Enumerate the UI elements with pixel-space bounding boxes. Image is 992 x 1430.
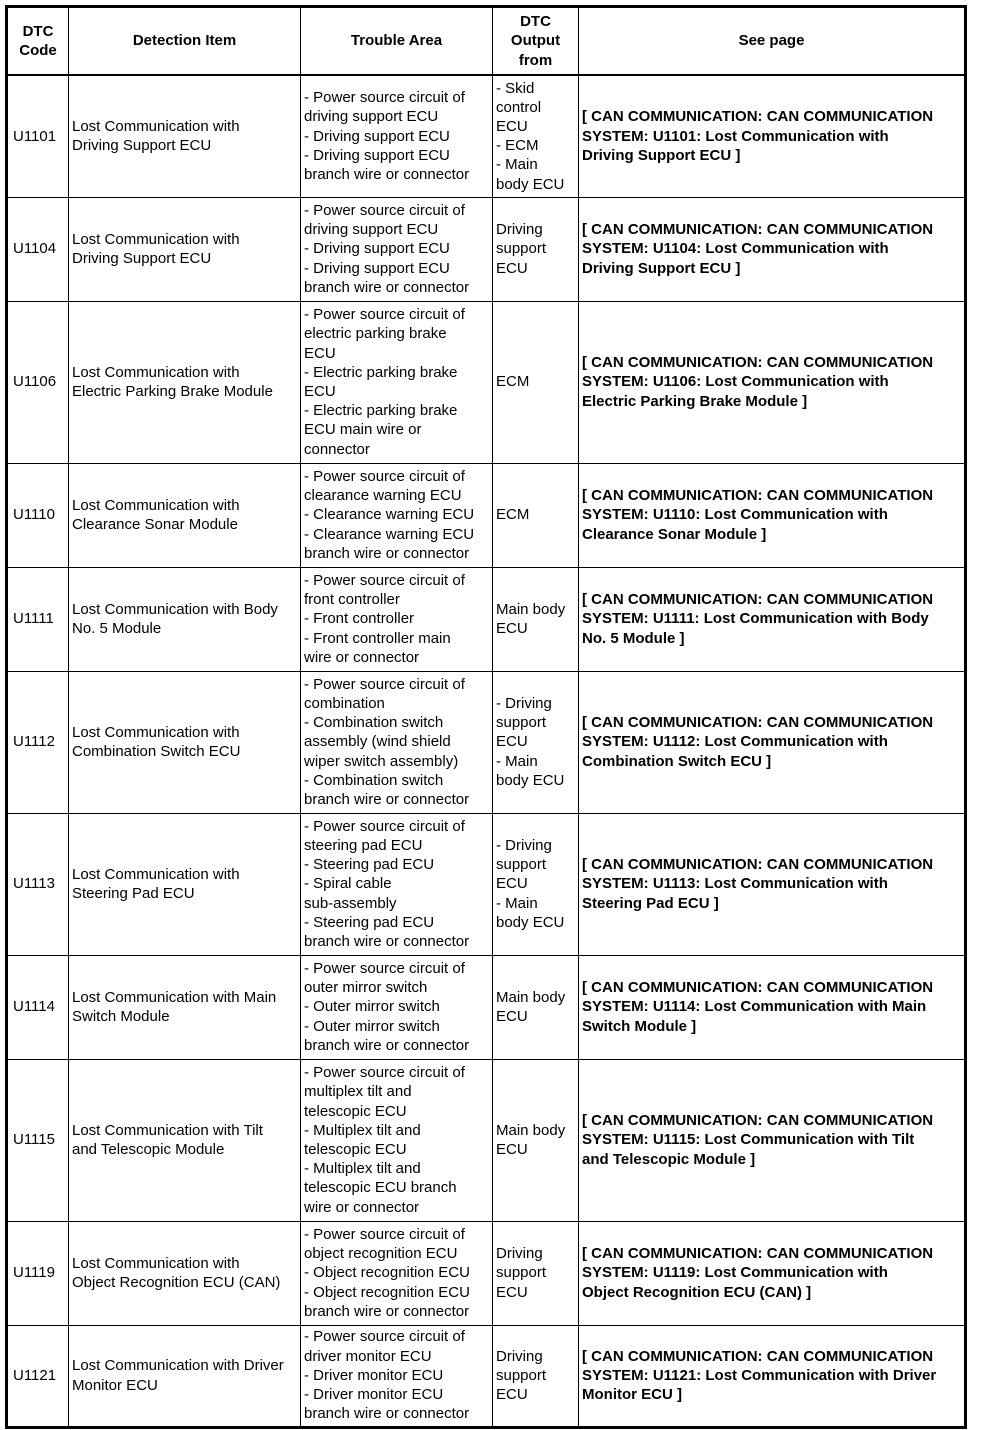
header-row bbox=[7, 7, 966, 76]
see-page-link[interactable]: [ CAN COMMUNICATION: CAN COMMUNICATION SYSTEM: U1104: Lost Communication with Driving Support ECU ] bbox=[579, 197, 966, 301]
see-page-link[interactable]: [ CAN COMMUNICATION: CAN COMMUNICATION SYSTEM: U1114: Lost Communication with Main Switch Module ] bbox=[579, 955, 966, 1059]
table-row bbox=[7, 1059, 966, 1221]
dtc-code: U1119 bbox=[7, 1221, 69, 1325]
header-trouble-area: Trouble Area bbox=[301, 7, 493, 76]
dtc-output-from: - Driving support ECU - Main body ECU bbox=[493, 813, 579, 955]
trouble-area: - Power source circuit of clearance warning ECU - Clearance warning ECU - Clearance warning ECU branch wire or connector bbox=[301, 463, 493, 567]
table-row bbox=[7, 1221, 966, 1325]
trouble-area: - Power source circuit of outer mirror switch - Outer mirror switch - Outer mirror switch branch wire or connector bbox=[301, 955, 493, 1059]
trouble-area: - Power source circuit of driver monitor ECU - Driver monitor ECU - Driver monitor ECU branch wire or connector bbox=[301, 1325, 493, 1427]
header-see-page: See page bbox=[579, 7, 966, 76]
see-page-link[interactable]: [ CAN COMMUNICATION: CAN COMMUNICATION SYSTEM: U1111: Lost Communication with Body No. 5 Module ] bbox=[579, 567, 966, 671]
detection-item: Lost Communication with Driving Support ECU bbox=[69, 75, 301, 197]
see-page-link[interactable]: [ CAN COMMUNICATION: CAN COMMUNICATION SYSTEM: U1115: Lost Communication with Tilt and Telescopic Module ] bbox=[579, 1059, 966, 1221]
dtc-code: U1114 bbox=[7, 955, 69, 1059]
see-page-link[interactable]: [ CAN COMMUNICATION: CAN COMMUNICATION SYSTEM: U1119: Lost Communication with Object Recognition ECU (CAN) ] bbox=[579, 1221, 966, 1325]
dtc-output-from: Driving support ECU bbox=[493, 197, 579, 301]
trouble-area: - Power source circuit of driving support ECU - Driving support ECU - Driving support ECU branch wire or connector bbox=[301, 75, 493, 197]
dtc-code: U1111 bbox=[7, 567, 69, 671]
detection-item: Lost Communication with Electric Parking Brake Module bbox=[69, 301, 301, 463]
dtc-code: U1121 bbox=[7, 1325, 69, 1427]
detection-item: Lost Communication with Driver Monitor ECU bbox=[69, 1325, 301, 1427]
detection-item: Lost Communication with Tilt and Telescopic Module bbox=[69, 1059, 301, 1221]
dtc-table bbox=[5, 5, 967, 1429]
table-row bbox=[7, 197, 966, 301]
table-row bbox=[7, 75, 966, 197]
trouble-area: - Power source circuit of electric parking brake ECU - Electric parking brake ECU - Electric parking brake ECU main wire or connector bbox=[301, 301, 493, 463]
detection-item: Lost Communication with Driving Support ECU bbox=[69, 197, 301, 301]
dtc-code: U1113 bbox=[7, 813, 69, 955]
trouble-area: - Power source circuit of object recognition ECU - Object recognition ECU - Object recognition ECU branch wire or connector bbox=[301, 1221, 493, 1325]
header-dtc-code: DTC Code bbox=[7, 7, 69, 76]
dtc-output-from: Main body ECU bbox=[493, 955, 579, 1059]
see-page-link[interactable]: [ CAN COMMUNICATION: CAN COMMUNICATION SYSTEM: U1121: Lost Communication with Driver Monitor ECU ] bbox=[579, 1325, 966, 1427]
trouble-area: - Power source circuit of driving support ECU - Driving support ECU - Driving support ECU branch wire or connector bbox=[301, 197, 493, 301]
detection-item: Lost Communication with Body No. 5 Module bbox=[69, 567, 301, 671]
see-page-link[interactable]: [ CAN COMMUNICATION: CAN COMMUNICATION SYSTEM: U1113: Lost Communication with Steering Pad ECU ] bbox=[579, 813, 966, 955]
see-page-link[interactable]: [ CAN COMMUNICATION: CAN COMMUNICATION SYSTEM: U1106: Lost Communication with Electric Parking Brake Module ] bbox=[579, 301, 966, 463]
detection-item: Lost Communication with Combination Switch ECU bbox=[69, 671, 301, 813]
detection-item: Lost Communication with Object Recognition ECU (CAN) bbox=[69, 1221, 301, 1325]
trouble-area: - Power source circuit of steering pad ECU - Steering pad ECU - Spiral cable sub-assembly - Steering pad ECU branch wire or connector bbox=[301, 813, 493, 955]
see-page-link[interactable]: [ CAN COMMUNICATION: CAN COMMUNICATION SYSTEM: U1101: Lost Communication with Driving Support ECU ] bbox=[579, 75, 966, 197]
see-page-link[interactable]: [ CAN COMMUNICATION: CAN COMMUNICATION SYSTEM: U1110: Lost Communication with Clearance Sonar Module ] bbox=[579, 463, 966, 567]
dtc-code: U1115 bbox=[7, 1059, 69, 1221]
dtc-output-from: ECM bbox=[493, 301, 579, 463]
detection-item: Lost Communication with Clearance Sonar Module bbox=[69, 463, 301, 567]
dtc-output-from: Driving support ECU bbox=[493, 1325, 579, 1427]
header-detection-item: Detection Item bbox=[69, 7, 301, 76]
dtc-code: U1104 bbox=[7, 197, 69, 301]
dtc-code: U1106 bbox=[7, 301, 69, 463]
trouble-area: - Power source circuit of front controller - Front controller - Front controller main wire or connector bbox=[301, 567, 493, 671]
table-row bbox=[7, 813, 966, 955]
trouble-area: - Power source circuit of combination - Combination switch assembly (wind shield wiper switch assembly) - Combination switch branch wire or connector bbox=[301, 671, 493, 813]
trouble-area: - Power source circuit of multiplex tilt and telescopic ECU - Multiplex tilt and telescopic ECU - Multiplex tilt and telescopic ECU branch wire or connector bbox=[301, 1059, 493, 1221]
table-row bbox=[7, 463, 966, 567]
dtc-code: U1101 bbox=[7, 75, 69, 197]
dtc-output-from: - Skid control ECU - ECM - Main body ECU bbox=[493, 75, 579, 197]
dtc-code: U1112 bbox=[7, 671, 69, 813]
table-row bbox=[7, 955, 966, 1059]
table-row bbox=[7, 301, 966, 463]
see-page-link[interactable]: [ CAN COMMUNICATION: CAN COMMUNICATION SYSTEM: U1112: Lost Communication with Combination Switch ECU ] bbox=[579, 671, 966, 813]
dtc-output-from: Main body ECU bbox=[493, 567, 579, 671]
detection-item: Lost Communication with Steering Pad ECU bbox=[69, 813, 301, 955]
dtc-output-from: - Driving support ECU - Main body ECU bbox=[493, 671, 579, 813]
dtc-code: U1110 bbox=[7, 463, 69, 567]
header-dtc-output-from: DTC Output from bbox=[493, 7, 579, 76]
dtc-output-from: Main body ECU bbox=[493, 1059, 579, 1221]
detection-item: Lost Communication with Main Switch Module bbox=[69, 955, 301, 1059]
table-row bbox=[7, 1325, 966, 1427]
dtc-output-from: ECM bbox=[493, 463, 579, 567]
table-row bbox=[7, 567, 966, 671]
table-row bbox=[7, 671, 966, 813]
dtc-output-from: Driving support ECU bbox=[493, 1221, 579, 1325]
